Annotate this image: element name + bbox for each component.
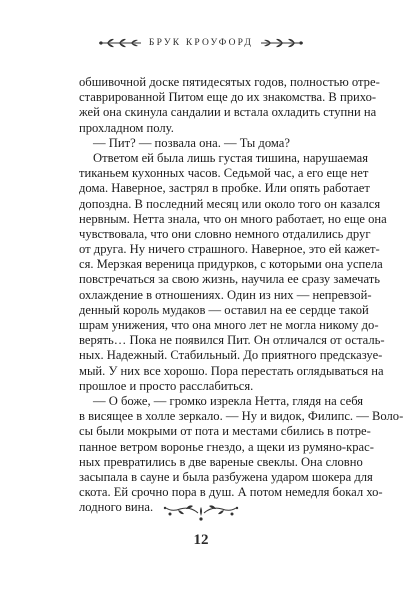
text-line: — Пит? — позвала она. — Ты дома? (93, 135, 290, 150)
text-line: ных превратились в две вареные свеклы. Она словно (79, 454, 363, 469)
text-line: денный король мудаков — оставил на ее сердце такой (79, 302, 369, 317)
page-number: 12 (193, 532, 209, 548)
text-line: повстречаться за свою жизнь, научила ее сразу замечать (79, 272, 381, 287)
text-line: обшивочной доске пятидесятых годов, полностью отре- (79, 75, 380, 89)
text-line: скота. Ей срочно пора в душ. А потом немедля бокал хо- (79, 485, 383, 500)
running-header (0, 33, 402, 53)
text-line: жей она скинула сандалии и встала охладить ступни на (79, 105, 377, 120)
running-title: БРУК КРОУФОРД (148, 38, 254, 48)
floral-divider-icon (162, 502, 240, 524)
text-line: засыпала в сауне и была разбужена ударом шокера для (79, 469, 373, 484)
text-line: шрам унижения, что она много лет не могла никому до- (79, 318, 379, 332)
body-text (79, 75, 403, 515)
text-line: допоздна. В последний месяц или около того он казался (79, 196, 381, 211)
text-line: дома. Наверное, застрял в пробке. Или опять работает (79, 181, 370, 196)
text-line: панное ветром воронье гнездо, а щеки из румяно-крас- (79, 439, 374, 454)
text-line: ных. Надежный. Стабильный. До приятного предсказуе- (79, 348, 383, 363)
text-line: ся. Мерзкая вереница придурков, с которыми она успела (79, 257, 383, 272)
left-leaf-branch-icon (97, 36, 143, 50)
text-line: мый. У них все хорошо. Пора перестать оглядываться на (79, 363, 384, 378)
footer-ornament (0, 502, 402, 524)
text-line: от друга. Ну ничего страшного. Наверное, это ей кажет- (79, 242, 380, 257)
text-line: Ответом ей была лишь густая тишина, нарушаемая (93, 150, 369, 165)
right-leaf-branch-icon (259, 36, 305, 50)
text-line: в висящее в холле зеркало. — Ну и видок, Филипс. — Воло- (79, 409, 403, 424)
text-line: прошлое и просто расслабиться. (79, 378, 254, 393)
text-line: сы были мокрыми от пота и местами сбились в потре- (79, 424, 371, 439)
text-line: прохладном полу. (79, 120, 174, 135)
text-line: ставрированной Питом еще до их знакомства. В прихо- (79, 90, 377, 105)
text-line: охлаждение в отношениях. Один из них — непревзой- (79, 287, 372, 302)
text-line: лодного вина. (79, 500, 154, 515)
text-line: нервным. Нетта знала, что он много работает, но еще она (79, 211, 387, 226)
text-line: — О боже, — громко изрекла Нетта, глядя на себя (93, 393, 364, 408)
text-line: тиканьем кухонных часов. Седьмой час, а его еще нет (79, 166, 369, 181)
text-line: чувствовала, что они словно немного отдалились друг (79, 226, 371, 241)
text-line: верять… Пока не появился Пит. Он отличался от осталь- (79, 333, 385, 348)
